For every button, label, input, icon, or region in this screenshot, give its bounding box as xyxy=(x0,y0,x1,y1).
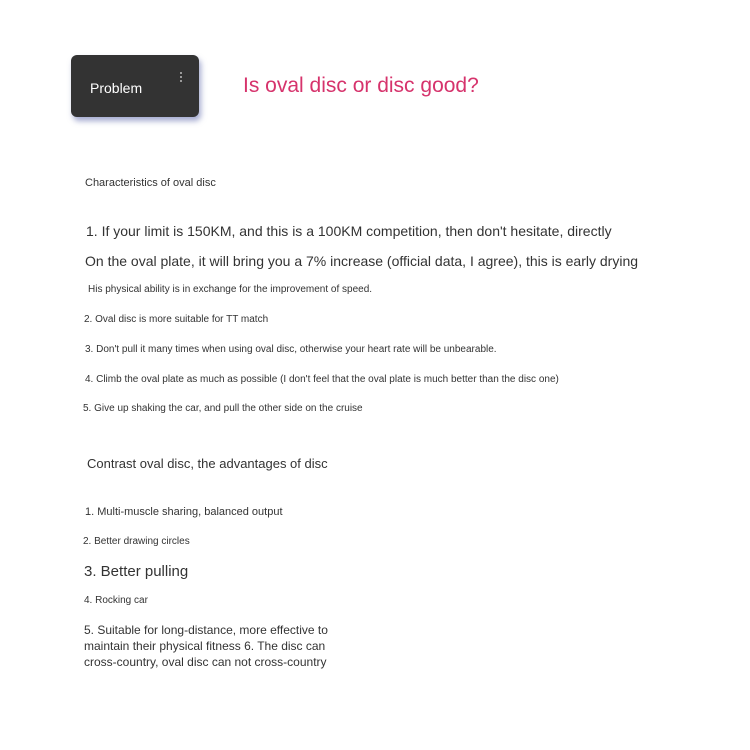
section2-heading: Contrast oval disc, the advantages of disc xyxy=(87,456,328,471)
section1-line3: His physical ability is in exchange for the improvement of speed. xyxy=(88,284,373,295)
section1-item5: 5. Give up shaking the car, and pull the other side on the cruise xyxy=(83,403,363,414)
section1-heading: Characteristics of oval disc xyxy=(85,177,216,189)
section1-line2: On the oval plate, it will bring you a 7% increase (official data, I agree), this is early drying xyxy=(85,253,639,269)
section2-item5: 5. Suitable for long-distance, more effective to maintain their physical fitness 6. The disc can cross-country, oval disc can not cross-country xyxy=(84,623,328,669)
problem-badge xyxy=(71,55,199,117)
section1-item2: 2. Oval disc is more suitable for TT match xyxy=(84,314,269,325)
section2-item1: 1. Multi-muscle sharing, balanced output xyxy=(85,506,283,518)
section2-item4: 4. Rocking car xyxy=(84,595,148,606)
page-title: Is oval disc or disc good? xyxy=(243,74,479,97)
section1-item4: 4. Climb the oval plate as much as possible (I don't feel that the oval plate is much better than the disc one) xyxy=(85,374,559,385)
badge-label: Problem xyxy=(90,80,143,96)
section2-item2: 2. Better drawing circles xyxy=(83,536,190,547)
section2-item3: 3. Better pulling xyxy=(84,563,189,580)
section1-item3: 3. Don't pull it many times when using oval disc, otherwise your heart rate will be unbearable. xyxy=(85,344,497,355)
section1-line1: 1. If your limit is 150KM, and this is a 100KM competition, then don't hesitate, directly xyxy=(86,223,612,239)
vertical-dots-icon xyxy=(180,72,182,84)
